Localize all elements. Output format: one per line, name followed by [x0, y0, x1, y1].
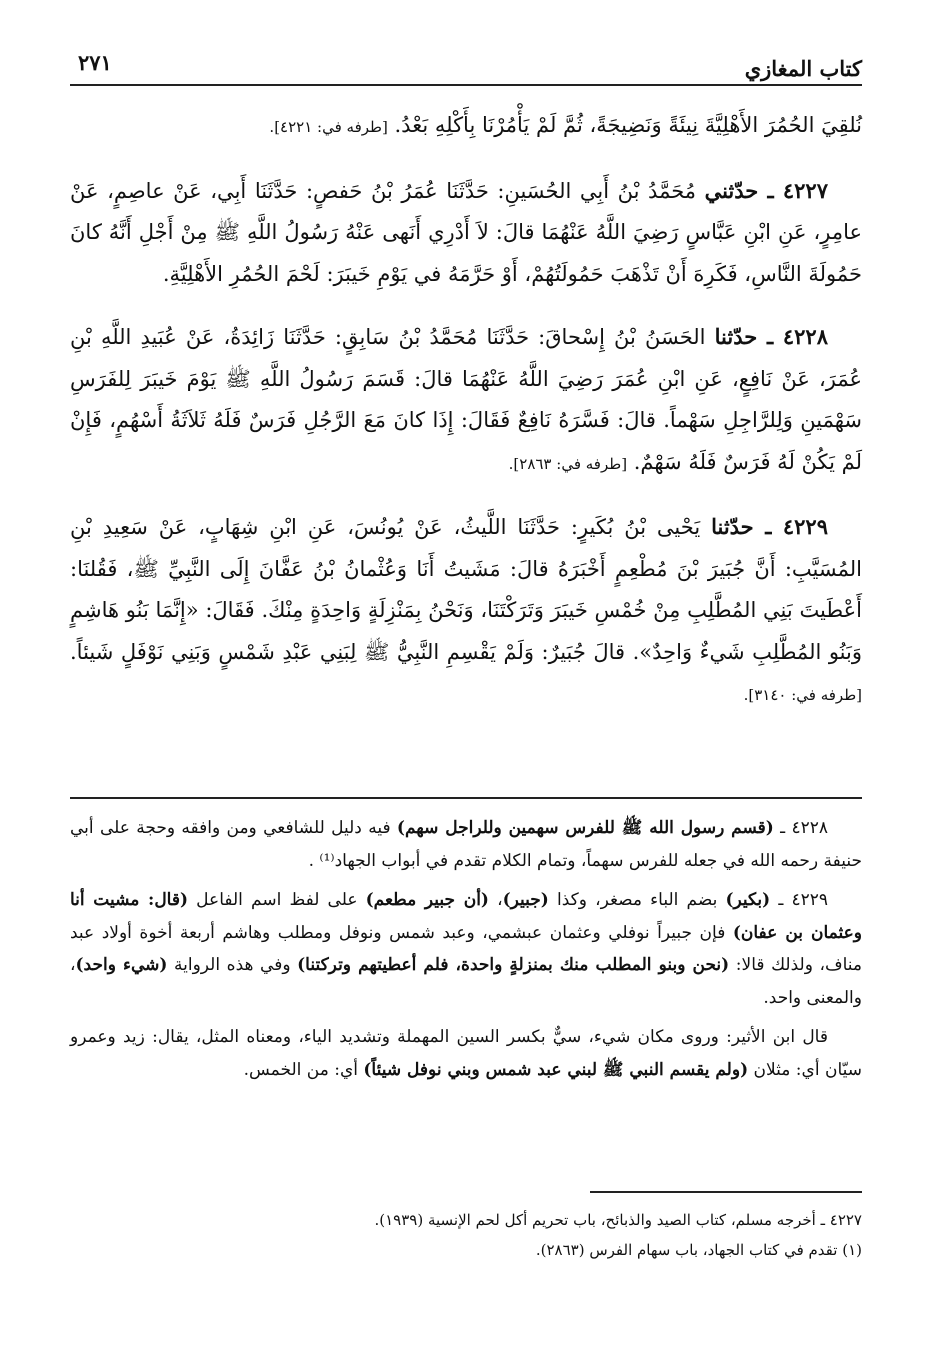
book-title: كتاب المغازي	[744, 56, 862, 81]
text-segment: قال ابن الأثير: وروى مكان شيء، سيٌّ بكسر السين المهملة وتشديد الياء، ومعناه المثل، يقال: زيد وعمرو سيّان أي: مثلان	[70, 1027, 862, 1080]
text-segment: الحَسَنُ بْنُ إِسْحاقَ: حَدَّثَنَا مُحَمَّدُ بْنُ سَابِقٍ: حَدَّثَنَا زَائِدَةُ، عَنْ عُبَيدِ اللَّهِ بْنِ عُمَرَ، عَنْ نَافِعٍ، عَنِ ابْنِ عُمَرَ رَضِيَ اللَّهُ عَنْهُمَا قالَ: قَسَمَ رَسُولُ اللَّهِ ﷺ يَوْمَ خَيبَرَ لِلفَرَسِ سَهْمَينِ وَلِلرَّاجِلِ سَهْماً. قالَ: فَسَّرَهُ نَافِعٌ فَقَالَ: إِذَا كانَ مَعَ الرَّجُلِ فَرَسٌ فَلَهُ ثَلاَثَةُ أَسْهُمٍ، فَإِنْ لَمْ يَكُنْ لَهُ فَرَسٌ فَلَهُ سَهْمٌ.	[70, 325, 862, 474]
text-segment: مُحَمَّدُ بْنُ أَبِي الحُسَينِ: حَدَّثَنَا عُمَرُ بْنُ حَفصٍ: حَدَّثَنَا أَبِي، عَنْ عاصِمٍ، عَنْ عامِرٍ، عَنِ ابْنِ عَبَّاسٍ رَضِيَ اللَّهُ عَنْهُمَا قالَ: لاَ أَدْرِي أَنَهى عَنْهُ رَسُولُ اللَّهِ ﷺ مِنْ أَجْلِ أَنَّهُ كانَ حَمُولَةَ النَّاسِ، فَكَرِهَ أَنْ تَذْهَبَ حَمُولَتُهُمْ، أَوْ حَرَّمَهُ في يَوْمِ خَيبَرَ: لَحْمَ الحُمُرِ الأَهْلِيَّةِ.	[70, 178, 862, 286]
footnotes	[70, 1205, 862, 1265]
commentary	[70, 812, 862, 1093]
bold-text: (قال: مشيت أنا وعثمان بن عفان)	[70, 890, 862, 943]
bold-text: ٤٢٢٩ ـ حدّثنا	[711, 514, 828, 539]
cross-reference: [طرفه في: ٤٢٢١].	[269, 118, 388, 136]
text-segment: على لفظ اسم الفاعل	[188, 890, 366, 910]
commentary-paragraph	[70, 884, 862, 1014]
footnote-divider	[590, 1191, 862, 1193]
text-segment: أي: من الخمس.	[243, 1059, 364, 1080]
text-segment: فإن جبيراً نوفلي وعثمان عبشمي، وعبد شمس ونوفل ومطلب وهاشم أربعة أخوة أولاد عبد مناف، ولذلك قالا:	[70, 922, 863, 975]
text-segment: ،	[488, 890, 503, 910]
text-segment: ٤٢٢٨ ـ	[773, 818, 829, 838]
hadith-paragraph	[70, 170, 862, 296]
text-segment: ٤٢٢٩ ـ	[770, 890, 828, 910]
cross-reference: [طرفه في: ٢٨٦٣].	[508, 454, 628, 473]
bold-text: (قسم رسول الله ﷺ للفرس سهمين وللراجل سهم)	[396, 818, 774, 838]
text-segment: فيه دليل للشافعي ومن وافقه وحجة على أبي حنيفة رحمه الله في جعله للفرس سهماً، وتمام الكلام تقدم في أبواب الجهاد⁽¹⁾ .	[70, 818, 862, 871]
bold-text: ٤٢٢٨ ـ حدّثنا	[714, 324, 828, 349]
hadith-paragraph	[70, 105, 862, 149]
commentary-paragraph	[70, 1021, 862, 1086]
text-segment: ، والمعنى واحد.	[70, 955, 862, 1008]
bold-text: (أن جبير مطعم)	[365, 890, 489, 910]
text-segment: بضم الباء مصغر، وكذا	[548, 890, 726, 910]
text-segment: وفي هذه الرواية	[167, 955, 298, 975]
hadith-text	[70, 105, 862, 738]
hadith-paragraph	[70, 506, 862, 717]
bold-text: (جبير)	[502, 890, 549, 910]
text-segment: نُلقِيَ الحُمُرَ الأَهْلِيَّةَ نِيئَةً وَنَضِيجَةً، ثُمَّ لَمْ يَأْمُرْنَا بِأَكْلِهِ بَعْدُ.	[387, 113, 862, 137]
cross-reference: [طرفه في: ٣١٤٠].	[743, 686, 862, 704]
hadith-paragraph	[70, 316, 862, 485]
page-header	[70, 44, 862, 86]
bold-text: (ولم يقسم النبي ﷺ لبني عبد شمس وبني نوفل شيئاً)	[363, 1059, 749, 1080]
bold-text: (نحن وبنو المطلب منك بمنزلةٍ واحدة، فلم أعطيتهم وتركتنا)	[297, 955, 730, 975]
bold-text: ٤٢٢٧ ـ حدّثني	[704, 177, 828, 203]
bold-text: (شيء واحد)	[75, 955, 168, 975]
page-number: ٢٧١	[78, 50, 112, 75]
text-segment: يَحْيى بْنُ بُكَيرٍ: حَدَّثَنَا اللَّيثُ، عَنْ يُونُسَ، عَنِ ابْنِ شِهَابٍ، عَنْ سَعِيدِ بْنِ المُسَيَّبِ: أَنَّ جُبَيرَ بْنَ مُطْعِمٍ أَخْبَرَهُ قالَ: مَشَيتُ أَنَا وَعُثْمانُ بْنُ عَفَّانَ إِلَى النَّبِيِّ ﷺ، فَقُلنَا: أَعْطَيتَ بَنِي المُطَّلِبِ مِنْ خُمْسِ خَيبَرَ وَتَرَكْتَنَا، وَنَحْنُ بِمَنْزِلَةٍ وَاحِدَةٍ مِنْكَ. فَقَالَ: «إِنَّمَا بَنُو هَاشِمٍ وَبَنُو المُطَّلِبِ شَيءٌ وَاحِدٌ». قالَ جُبَيرٌ: وَلَمْ يَقْسِمِ النَّبِيُّ ﷺ لِبَنِي عَبْدِ شَمْسٍ وَبَنِي نَوْفَلٍ شَيئاً.	[70, 515, 862, 664]
commentary-divider	[70, 797, 862, 799]
footnote: ٤٢٢٧ ـ أخرجه مسلم، كتاب الصيد والذبائح، باب تحريم أكل لحم الإنسية (١٩٣٩).	[374, 1211, 862, 1229]
commentary-paragraph	[70, 812, 862, 877]
footnote: (١) تقدم في كتاب الجهاد، باب سهام الفرس (٢٨٦٣).	[535, 1241, 862, 1259]
bold-text: (بكير)	[725, 890, 771, 910]
